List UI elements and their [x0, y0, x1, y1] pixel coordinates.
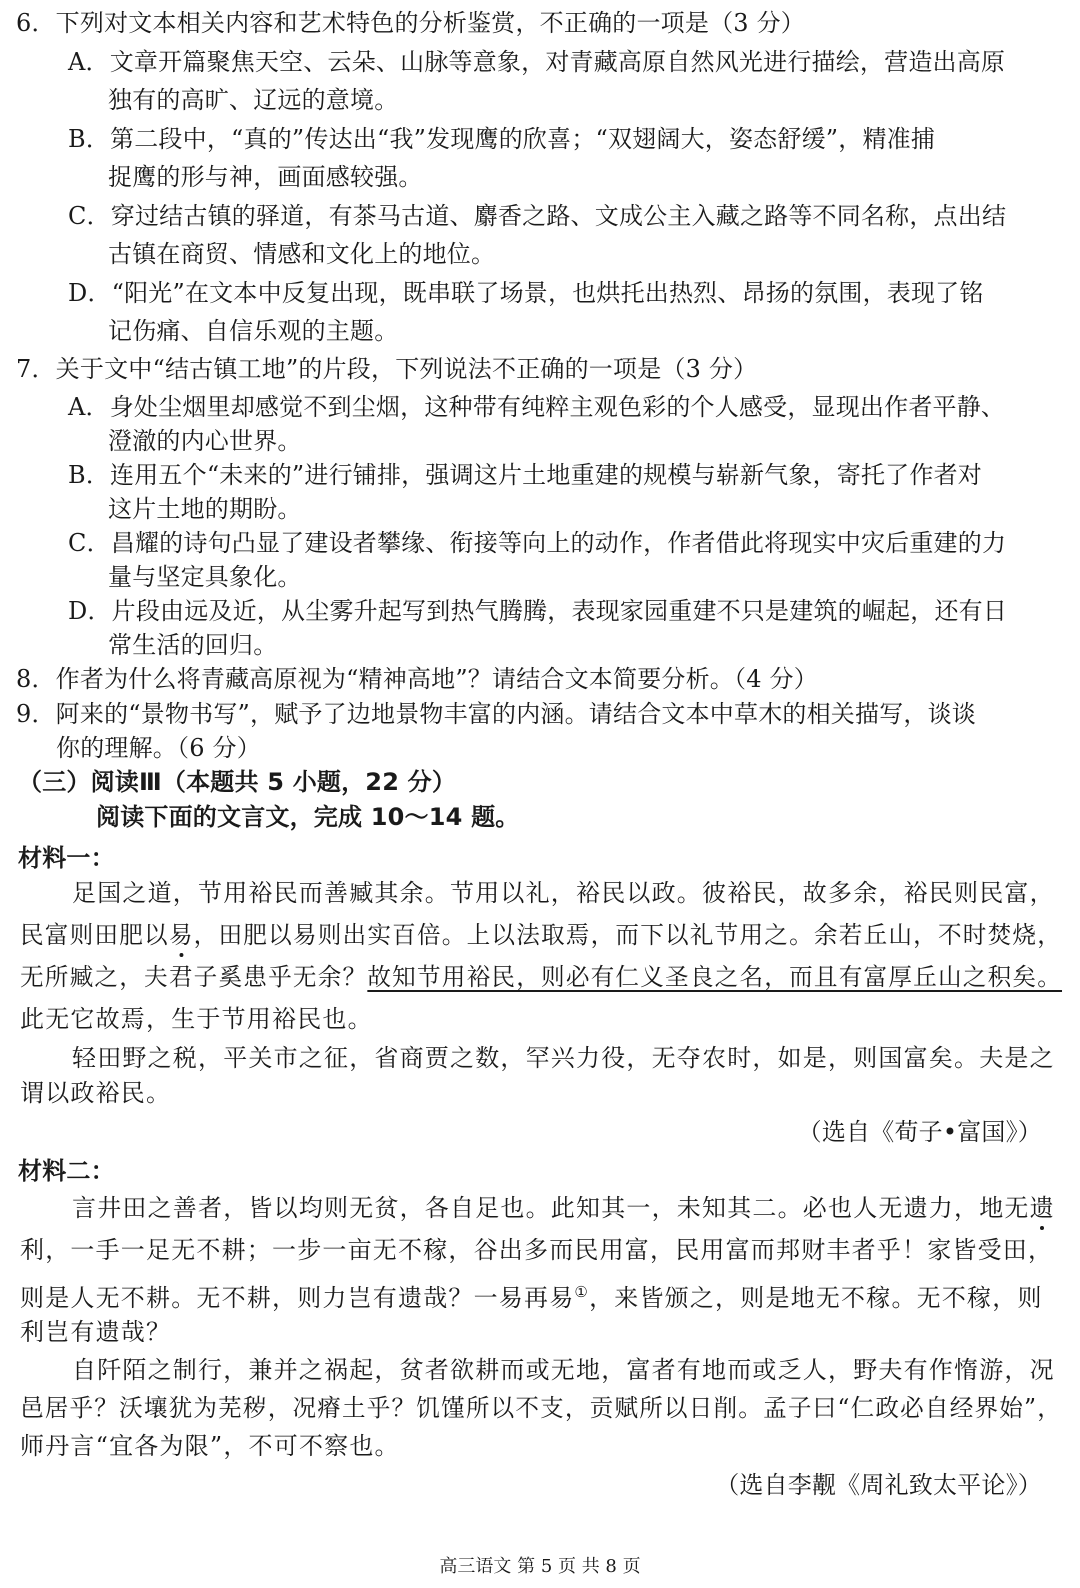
question-6-option-a: A．文章开篇聚焦天空、云朵、山脉等意象，对青藏高原自然风光进行描绘，营造出高原: [68, 48, 1006, 76]
material-2-source: （选自李觏《周礼致太平论》）: [715, 1471, 1042, 1499]
text-segment: 则是人无不耕。无不耕，则力岂有遗哉？一易再易: [20, 1284, 575, 1312]
emphasis-dot-char: 遗: [1029, 1194, 1055, 1222]
underlined-sentence: 故知节用裕民，则必有仁义圣良之名，而且有富厚丘山之积矣。: [367, 963, 1063, 991]
material-2-label: 材料二：: [18, 1157, 115, 1185]
material-1-p1-line1: 足国之道，节用裕民而善臧其余。节用以礼，裕民以政。彼裕民，故多余，裕民则民富，: [72, 879, 1055, 907]
material-1-p1-line2: [20, 920, 1062, 950]
question-7-option-d: D．片段由远及近，从尘雾升起写到热气腾腾，表现家园重建不只是建筑的崛起，还有日: [68, 597, 1008, 625]
material-1-source: （选自《荀子•富国》）: [797, 1118, 1042, 1146]
question-6-option-a-cont: 独有的高旷、辽远的意境。: [108, 86, 399, 114]
page-footer: 高三语文 第 5 页 共 8 页: [439, 1556, 641, 1577]
material-1-p2-line1: 轻田野之税，平关市之征，省商贾之数，罕兴力役，无夺农时，如是，则国富矣。夫是之: [72, 1044, 1055, 1072]
text-segment: ，田肥以易则出实百倍。上以法取焉，而下以礼节用之。余若丘山，不时焚烧，: [193, 921, 1063, 949]
section-3-title: （三）阅读Ⅲ（本题共 5 小题，22 分）: [18, 768, 457, 796]
material-1-p1-line4: 此无它故焉，生于节用裕民也。: [20, 1005, 373, 1033]
material-2-p2-line2: 邑居乎？沃壤犹为芜秽，况瘠土乎？饥馑所以不支，贡赋所以日削。孟子曰“仁政必自经界始”，: [20, 1394, 1063, 1422]
question-7-option-c-cont: 量与坚定具象化。: [108, 563, 302, 591]
text-segment: 无所臧之，夫君子奚患乎无余？: [20, 963, 368, 991]
question-7-option-c: C．昌耀的诗句凸显了建设者攀缘、衔接等向上的动作，作者借此将现实中灾后重建的力: [68, 529, 1007, 557]
question-7-option-b-cont: 这片土地的期盼。: [108, 495, 302, 523]
question-7-option-a: A．身处尘烟里却感觉不到尘烟，这种带有纯粹主观色彩的个人感受，显现出作者平静、: [68, 393, 1006, 421]
material-2-p2-line1: 自阡陌之制行，兼并之祸起，贫者欲耕而或无地，富者有地而或乏人，野夫有作惰游，况: [72, 1356, 1055, 1384]
section-3-instruction: 阅读下面的文言文，完成 10～14 题。: [96, 803, 520, 831]
material-2-p1-line4: 利岂有遗哉？: [20, 1318, 172, 1346]
question-9-stem: 9．阿来的“景物书写”，赋予了边地景物丰富的内涵。请结合文本中草木的相关描写，谈谈: [16, 700, 977, 728]
question-6-option-c-cont: 古镇在商贸、情感和文化上的地位。: [108, 240, 496, 268]
material-1-label: 材料一：: [18, 844, 115, 872]
question-6-stem: 6．下列对文本相关内容和艺术特色的分析鉴赏，不正确的一项是（3 分）: [16, 9, 805, 37]
material-2-p1-line1: [72, 1193, 1055, 1223]
material-2-p2-line3: 师丹言“宜各为限”，不可不察也。: [20, 1432, 400, 1460]
material-2-p1-line2: 利，一手一足无不耕；一步一亩无不稼，谷出多而民用富，民用富而邦财丰者乎！家皆受田，: [20, 1236, 1054, 1264]
question-6-option-d: D．“阳光”在文本中反复出现，既串联了场景，也烘托出热烈、昂扬的氛围，表现了铭: [68, 279, 984, 307]
material-1-p1-line3: [20, 962, 1062, 992]
question-7-option-d-cont: 常生活的回归。: [108, 631, 278, 659]
question-8-stem: 8．作者为什么将青藏高原视为“精神高地”？请结合文本简要分析。（4 分）: [16, 665, 818, 693]
question-6-option-b-cont: 捉鹰的形与神，画面感较强。: [108, 163, 423, 191]
question-9-stem-cont: 你的理解。（6 分）: [56, 734, 261, 762]
text-segment: 言井田之善者，皆以均则无贫，各自足也。此知其一，未知其二。必也人无遗力，地无: [72, 1194, 1030, 1222]
material-2-p1-line3: [20, 1277, 1043, 1313]
footnote-marker: ①: [574, 1283, 590, 1301]
text-segment: ，来皆颁之，则是地无不稼。无不稼，则: [589, 1284, 1043, 1312]
material-1-p2-line2: 谓以政裕民。: [20, 1079, 172, 1107]
question-6-option-b: B．第二段中，“真的”传达出“我”发现鹰的欣喜；“双翅阔大，姿态舒缓”，精准捕: [68, 125, 936, 153]
question-6-option-c: C．穿过结古镇的驿道，有茶马古道、麝香之路、文成公主入藏之路等不同名称，点出结: [68, 202, 1007, 230]
emphasis-dot-char: 易: [168, 921, 194, 949]
question-7-option-b: B．连用五个“未来的”进行铺排，强调这片土地重建的规模与崭新气象，寄托了作者对: [68, 461, 982, 489]
question-7-option-a-cont: 澄澈的内心世界。: [108, 427, 302, 455]
text-segment: 民富则田肥以: [20, 921, 169, 949]
question-6-option-d-cont: 记伤痛、自信乐观的主题。: [108, 317, 399, 345]
question-7-stem: 7．关于文中“结古镇工地”的片段，下列说法不正确的一项是（3 分）: [16, 355, 758, 383]
